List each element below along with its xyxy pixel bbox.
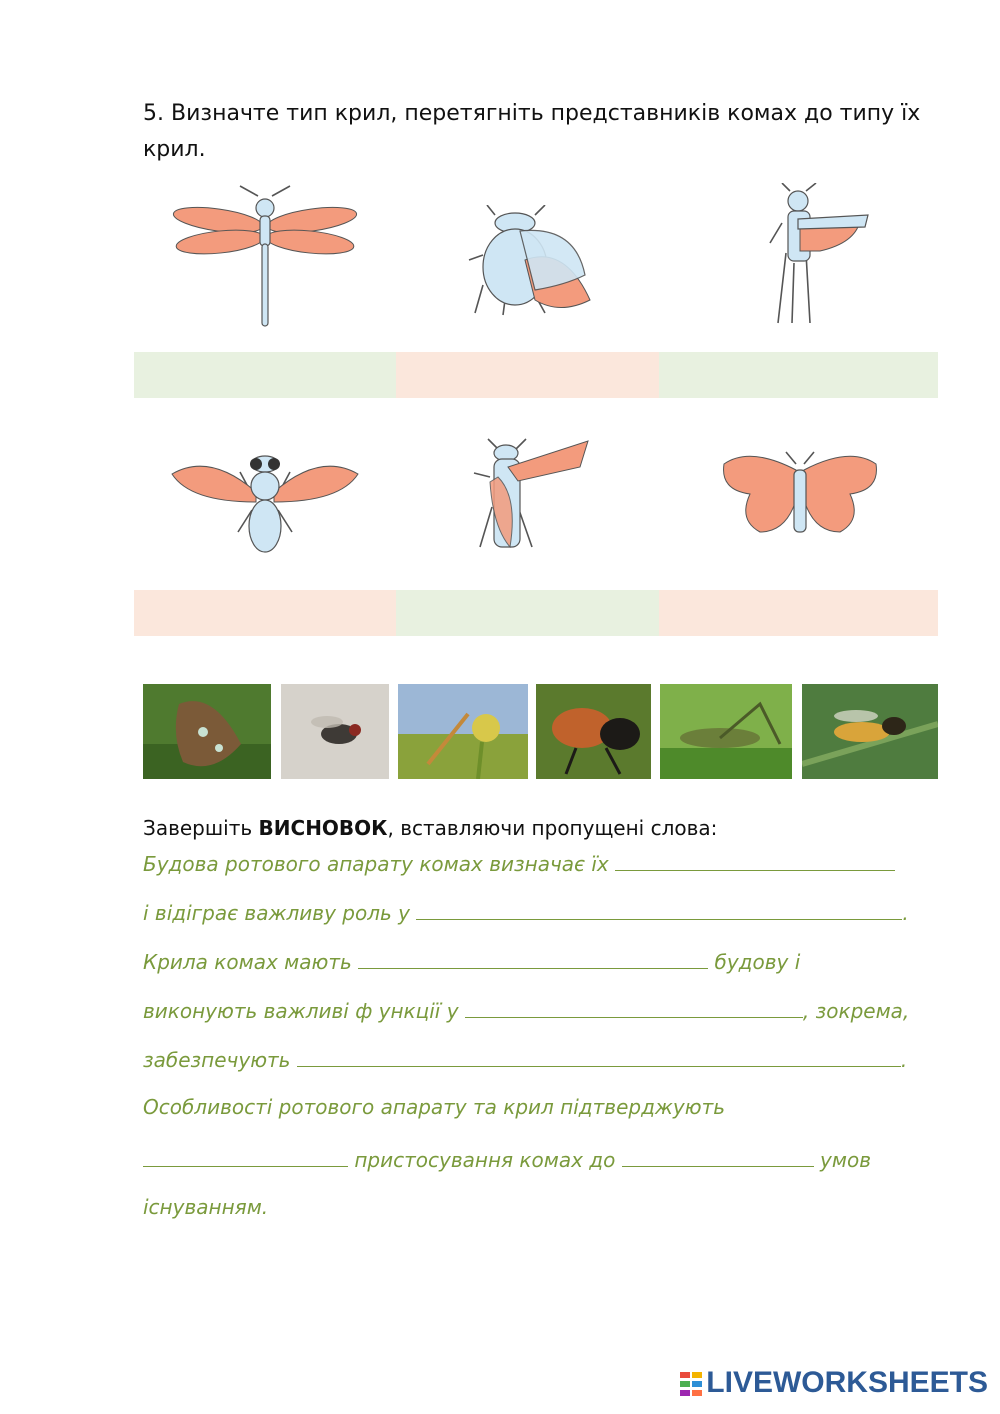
wing-type-dropzone-6[interactable] [659,590,938,636]
line-text: будову і [708,950,801,974]
line-text: . [900,1048,908,1072]
grasshopper-photo[interactable] [660,684,792,779]
butterfly-photo[interactable] [143,684,271,779]
answer-blank-6[interactable] [143,1146,348,1167]
fly-photo[interactable] [281,684,389,779]
answer-blank-2[interactable] [416,899,902,920]
true-bug-figure [468,437,593,552]
beetle-figure [465,205,595,320]
conclusion-line-6 [143,1095,725,1119]
line-text: виконують важливі ф ункції у [143,999,465,1023]
wing-type-dropzone-1[interactable] [134,352,396,398]
conclusion-line-2 [143,899,909,925]
conclusion-suffix: , вставляючи пропущені слова: [387,816,718,840]
wing-type-dropzone-5[interactable] [396,590,659,636]
line-text: Крила комах мають [143,950,359,974]
wing-type-dropzone-4[interactable] [134,590,396,636]
answer-blank-1[interactable] [615,850,895,871]
conclusion-line-4 [143,997,909,1023]
conclusion-bold: ВИСНОВОК [258,816,388,840]
answer-blank-3[interactable] [358,948,708,969]
beetle-photo[interactable] [536,684,651,779]
line-text: існуванням. [143,1195,269,1219]
conclusion-instruction [143,816,717,840]
wasp-photo[interactable] [802,684,938,779]
conclusion-line-3 [143,948,800,974]
butterfly-figure [720,450,880,535]
conclusion-line-7 [143,1146,871,1172]
dragonfly-figure [170,182,365,332]
fly-figure [170,452,360,557]
line-text: . [902,901,909,925]
line-text: пристосування комах до [348,1148,622,1172]
liveworksheets-logo [680,1366,988,1400]
brand-text: LIVEWORKSHEETS [706,1366,988,1399]
grasshopper-figure [760,183,875,328]
line-text: Особливості ротового апарату та крил підтверджують [143,1095,726,1119]
line-text: Будова ротового апарату комах визначає їх [143,852,616,876]
liveworksheets-icon [680,1372,702,1396]
answer-blank-4[interactable] [465,997,803,1018]
wing-type-dropzone-3[interactable] [659,352,938,398]
task-instruction: 5. Визначте тип крил, перетягніть представників комах до типу їх крил. [143,101,921,162]
wing-type-dropzone-2[interactable] [396,352,659,398]
line-text: , зокрема, [802,999,910,1023]
answer-blank-7[interactable] [622,1146,814,1167]
line-text: умов [813,1148,872,1172]
answer-blank-5[interactable] [297,1046,901,1067]
conclusion-line-5 [143,1046,907,1072]
conclusion-prefix: Завершіть [143,816,259,840]
dragonfly-photo[interactable] [398,684,528,779]
conclusion-line-1 [143,850,895,876]
conclusion-line-8 [143,1195,268,1219]
line-text: забезпечують [143,1048,297,1072]
line-text: і відіграє важливу роль у [143,901,417,925]
